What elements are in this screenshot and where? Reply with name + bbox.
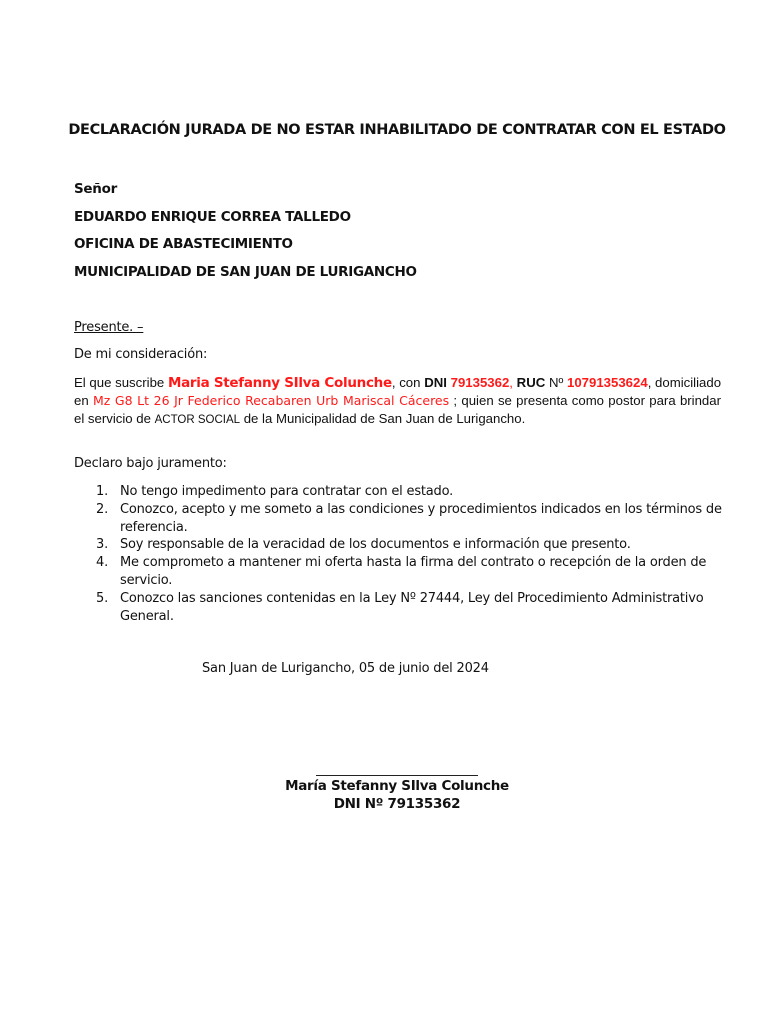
document-date: San Juan de Lurigancho, 05 de junio del 2024 (202, 661, 489, 676)
service-name: ACTOR SOCIAL (154, 414, 241, 426)
list-item-number: 3. (96, 537, 109, 553)
list-item (74, 590, 724, 626)
paragraph-text-2: , con (391, 375, 425, 390)
list-item-number: 1. (96, 484, 109, 499)
dni-number: 79135362 (446, 375, 510, 390)
ruc-number-label: Nº (545, 375, 567, 390)
list-item-number: 5. (96, 590, 109, 606)
declarant-address: Mz G8 Lt 26 Jr Federico Recabaren Urb Mariscal Cáceres (92, 393, 450, 408)
ruc-number: 10791353624 (567, 375, 648, 390)
list-item-text: No tengo impedimento para contratar con el estado. (120, 484, 454, 499)
signature-name: María Stefanny SIlva Colunche (285, 778, 509, 794)
list-item (74, 501, 724, 537)
list-item (74, 536, 724, 554)
recipient-salutation: Señor (74, 181, 117, 197)
recipient-institution: MUNICIPALIDAD DE SAN JUAN DE LURIGANCHO (74, 264, 417, 280)
list-item-text: Conozco las sanciones contenidas en la Ley Nº 27444, Ley del Procedimiento Administrativo General. (120, 590, 704, 624)
list-item (74, 554, 724, 590)
dni-label: DNI (424, 375, 447, 390)
paragraph-text-4: , domiciliado en (74, 375, 722, 408)
list-item-number: 2. (96, 501, 109, 517)
signature-line (316, 775, 478, 776)
signature-dni: DNI Nº 79135362 (333, 796, 461, 812)
ruc-label: RUC (516, 375, 546, 390)
declaro-label: Declaro bajo juramento: (74, 456, 227, 471)
paragraph-text-1: El que suscribe (74, 375, 168, 390)
list-item-text: Conozco, acepto y me someto a las condiciones y procedimientos indicados en los términos de referencia. (120, 501, 722, 535)
list-item-number: 4. (96, 555, 109, 571)
document-title: DECLARACIÓN JURADA DE NO ESTAR INHABILITADO DE CONTRATAR CON EL ESTADO (68, 122, 726, 138)
list-item-text: Soy responsable de la veracidad de los documentos e información que presento. (120, 537, 631, 553)
presente-label: Presente. – (74, 320, 144, 335)
declaration-paragraph (74, 374, 721, 429)
recipient-office: OFICINA DE ABASTECIMIENTO (74, 236, 293, 252)
list-item (74, 483, 724, 501)
declaration-list (74, 483, 724, 625)
list-item-text: Me comprometo a mantener mi oferta hasta la firma del contrato o recepción de la orden de servicio. (120, 555, 707, 588)
paragraph-text-5: ; quien se presenta como postor para brindar el servicio de (74, 393, 721, 426)
greeting: De mi consideración: (74, 347, 208, 362)
paragraph-text-6: de la Municipalidad de San Juan de Lurigancho. (240, 411, 526, 426)
recipient-name: EDUARDO ENRIQUE CORREA TALLEDO (74, 209, 351, 225)
paragraph-text-3: , (509, 375, 517, 390)
declarant-name: Maria Stefanny SIlva Colunche (167, 375, 392, 391)
